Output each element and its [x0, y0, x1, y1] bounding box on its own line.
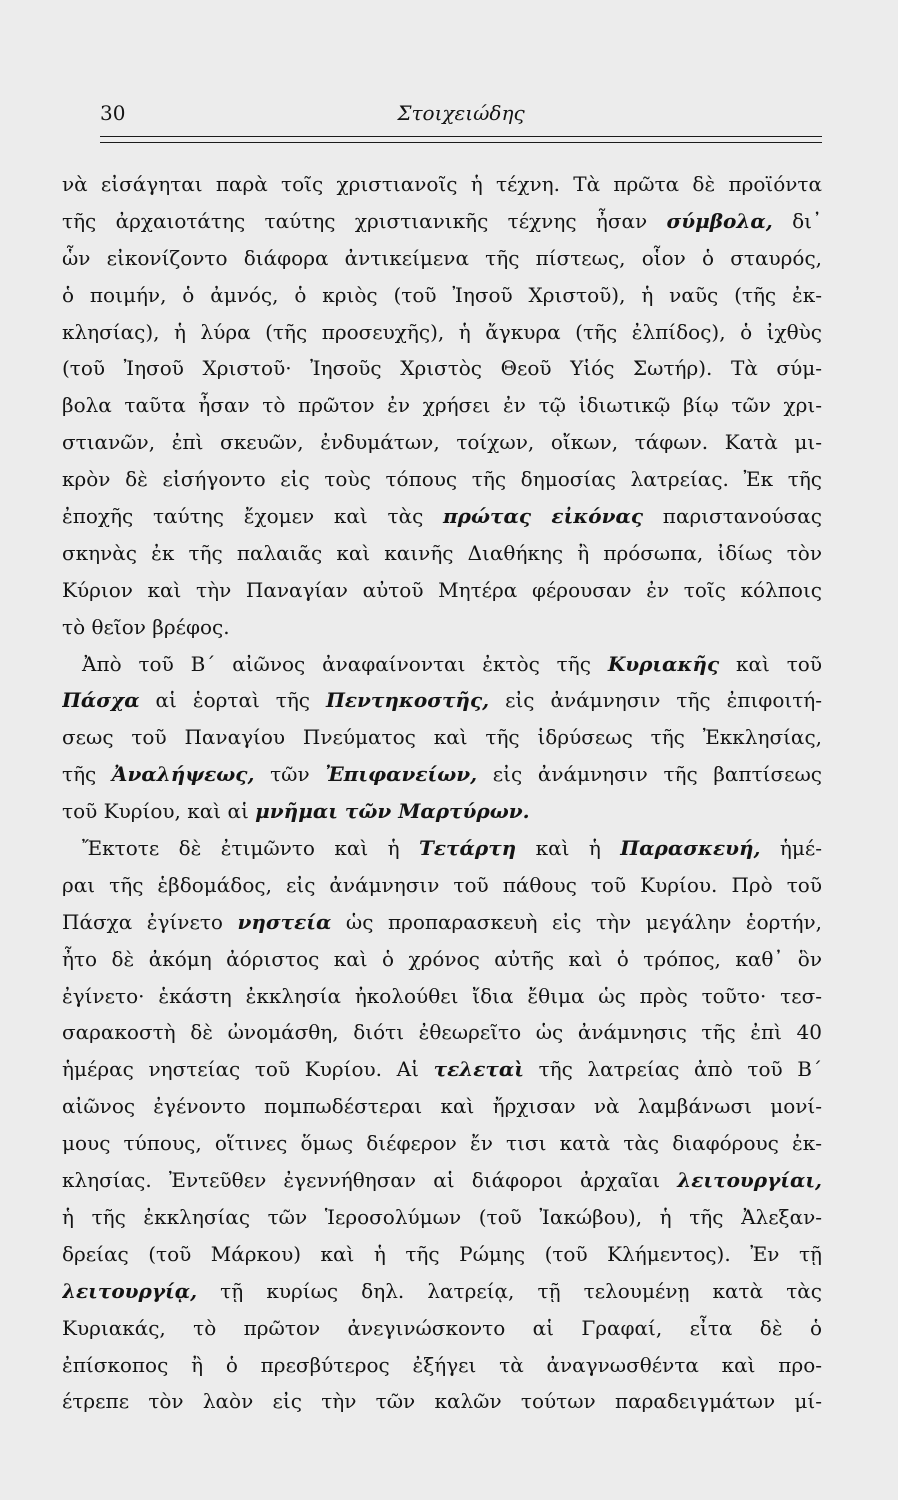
text-line [62, 646, 822, 683]
text-line [62, 203, 822, 240]
text-run: Ἀπὸ τοῦ Β´ αἰῶνος ἀναφαίνονται ἐκτὸς τῆς [82, 651, 608, 676]
emphasized-term: νηστεία [237, 909, 332, 934]
text-run: αἱ ἑορταὶ τῆς [139, 688, 326, 713]
text-line [62, 1310, 822, 1347]
text-line [62, 1162, 822, 1199]
emphasized-term: λειτουργίαι, [677, 1168, 822, 1193]
running-title: Στοιχειώδης [397, 101, 525, 125]
text-run: ἐγίνετο· ἑκάστη ἐκκλησία ἠκολούθει ἴδια ἔθιμα ὡς πρὸς τοῦτο· τεσ- [62, 983, 822, 1008]
text-line [62, 682, 822, 719]
text-line [62, 1273, 822, 1310]
emphasized-term: Πεντηκοστῆς, [325, 688, 490, 713]
text-run: ἐπίσκοπος ἢ ὁ πρεσβύτερος ἐξήγει τὰ ἀναγνωσθέντα καὶ προ- [62, 1352, 822, 1377]
text-line [62, 240, 822, 277]
text-run: ἦτο δὲ ἀκόμη ἀόριστος καὶ ὁ χρόνος αὐτῆς καὶ ὁ τρόπος, καθ᾿ ὃν [62, 946, 822, 971]
page-number: 30 [100, 101, 126, 125]
text-line [62, 387, 822, 424]
text-line [62, 793, 822, 830]
text-run: ὁ ποιμήν, ὁ ἀμνός, ὁ κριὸς (τοῦ Ἰησοῦ Χριστοῦ), ἡ ναῦς (τῆς ἐκ- [62, 282, 822, 307]
text-run: αἰῶνος ἐγένοντο πομπωδέστεραι καὶ ἤρχισαν νὰ λαμβάνωσι μονί- [62, 1094, 822, 1119]
text-line [62, 461, 822, 498]
text-line [62, 277, 822, 314]
text-run: έτρεπε τὸν λαὸν εἰς τὴν τῶν καλῶν τούτων παραδειγμάτων μί- [62, 1389, 822, 1414]
text-line [62, 572, 822, 609]
text-line [62, 609, 822, 646]
text-line [62, 867, 822, 904]
text-run: τοῦ Κυρίου, καὶ αἱ [62, 799, 256, 824]
text-run: Κύριον καὶ τὴν Παναγίαν αὐτοῦ Μητέρα φέρουσαν ἐν τοῖς κόλποις [62, 577, 822, 602]
text-line [62, 1125, 822, 1162]
text-run: τῆς λατρείας ἀπὸ τοῦ Β´ [523, 1057, 822, 1082]
text-line [62, 941, 822, 978]
text-line [62, 1199, 822, 1236]
text-run: ραι τῆς ἑβδομάδος, εἰς ἀνάμνησιν τοῦ πάθους τοῦ Κυρίου. Πρὸ τοῦ [62, 872, 822, 897]
text-run: εἰς ἀνάμνησιν τῆς βαπτίσεως [477, 762, 822, 787]
text-run: νὰ εἰσάγηται παρὰ τοῖς χριστιανοῖς ἡ τέχνη. Τὰ πρῶτα δὲ προϊόντα [62, 172, 822, 196]
text-line [62, 1347, 822, 1384]
text-run: τῆς ἀρχαιοτάτης ταύτης χριστιανικῆς τέχνης ἦσαν [62, 208, 667, 233]
emphasized-term: Ἐπιφανείων, [325, 762, 478, 787]
text-run: Κυριακάς, τὸ πρῶτον ἀνεγινώσκοντο αἱ Γραφαί, εἶτα δὲ ὁ [62, 1315, 822, 1340]
emphasized-term: σύμβολα, [666, 208, 773, 233]
text-run: κλησίας), ἡ λύρα (τῆς προσευχῆς), ἡ ἄγκυρα (τῆς ἐλπίδος), ὁ ἰχθὺς [62, 319, 822, 344]
text-run: τῆς [62, 762, 112, 787]
text-run: Πάσχα ἐγίνετο [62, 909, 238, 934]
emphasized-term: Πάσχα [62, 688, 140, 713]
text-line [62, 166, 822, 203]
text-line [62, 424, 822, 461]
text-line [62, 1383, 822, 1420]
text-run: Ἔκτοτε δὲ ἐτιμῶντο καὶ ἡ [82, 836, 420, 861]
text-run: μους τύπους, οἵτινες ὅμως διέφερον ἔν τισι κατὰ τὰς διαφόρους ἐκ- [62, 1131, 822, 1156]
text-run: τῶν [254, 762, 326, 787]
text-line [62, 756, 822, 793]
text-run: σκηνὰς ἐκ τῆς παλαιᾶς καὶ καινῆς Διαθήκης ἢ πρόσωπα, ἰδίως τὸν [62, 540, 822, 565]
text-line [62, 1088, 822, 1125]
text-run: δι᾿ [772, 208, 822, 233]
header-rule-bottom [100, 142, 822, 143]
text-run: βολα ταῦτα ἦσαν τὸ πρῶτον ἐν χρήσει ἐν τῷ ἰδιωτικῷ βίῳ τῶν χρι- [62, 393, 822, 418]
text-run: ἡ τῆς ἐκκλησίας τῶν Ἱεροσολύμων (τοῦ Ἰακώβου), ἡ τῆς Ἀλεξαν- [62, 1204, 822, 1229]
text-run: στιανῶν, ἐπὶ σκευῶν, ἐνδυμάτων, τοίχων, οἴκων, τάφων. Κατὰ μι- [62, 430, 822, 455]
text-run: τῇ κυρίως δηλ. λατρείᾳ, τῇ τελουμένῃ κατὰ τὰς [197, 1278, 822, 1303]
text-run: καὶ τοῦ [719, 651, 822, 676]
emphasized-term: Τετάρτη [419, 836, 517, 861]
emphasized-term: μνῆμαι τῶν Μαρτύρων. [255, 799, 530, 824]
text-run: κρὸν δὲ εἰσήγοντο εἰς τοὺς τόπους τῆς δημοσίας λατρείας. Ἐκ τῆς [62, 467, 822, 492]
text-run: σαρακοστὴ δὲ ὠνομάσθη, διότι ἐθεωρεῖτο ὡς ἀνάμνησις τῆς ἐπὶ 40 [62, 1020, 822, 1045]
header-rule-top [100, 136, 822, 137]
text-run: δρείας (τοῦ Μάρκου) καὶ ἡ τῆς Ρώμης (τοῦ Κλήμεντος). Ἐν τῇ [62, 1241, 822, 1266]
emphasized-term: Παρασκευή, [620, 836, 761, 861]
text-run: ὡς προπαρασκευὴ εἰς τὴν μεγάλην ἑορτήν, [331, 909, 822, 934]
emphasized-term: πρώτας εἰκόνας [443, 504, 644, 529]
text-line [62, 535, 822, 572]
text-run: εἰς ἀνάμνησιν τῆς ἐπιφοιτή- [489, 688, 822, 713]
body-text [62, 166, 822, 1420]
text-line [62, 350, 822, 387]
text-run: σεως τοῦ Παναγίου Πνεύματος καὶ τῆς ἱδρύσεως τῆς Ἐκκλησίας, [62, 725, 822, 750]
emphasized-term: Κυριακῆς [607, 651, 720, 676]
page-header [100, 98, 822, 128]
text-line [62, 978, 822, 1015]
emphasized-term: τελεταὶ [433, 1057, 524, 1082]
text-line [62, 1014, 822, 1051]
text-line [62, 1051, 822, 1088]
text-run: ἡμέ- [760, 836, 822, 861]
text-run: παριστανούσας [643, 504, 822, 529]
text-run: (τοῦ Ἰησοῦ Χριστοῦ· Ἰησοῦς Χριστὸς Θεοῦ Υἱός Σωτήρ). Τὰ σύμ- [62, 356, 822, 381]
text-line [62, 830, 822, 867]
text-line [62, 314, 822, 351]
text-run: καὶ ἡ [516, 836, 621, 861]
text-line [62, 719, 822, 756]
text-run: ἡμέρας νηστείας τοῦ Κυρίου. Αἱ [62, 1057, 434, 1082]
text-line [62, 1236, 822, 1273]
text-run: τὸ θεῖον βρέφος. [62, 614, 230, 639]
text-run: ἐποχῆς ταύτης ἔχομεν καὶ τὰς [62, 504, 444, 529]
emphasized-term: λειτουργίᾳ, [62, 1278, 198, 1303]
text-line [62, 498, 822, 535]
emphasized-term: Ἀναλήψεως, [111, 762, 255, 787]
text-run: ὧν εἰκονίζοντο διάφορα ἀντικείμενα τῆς πίστεως, οἷον ὁ σταυρός, [62, 245, 822, 270]
text-line [62, 904, 822, 941]
text-run: κλησίας. Ἐντεῦθεν ἐγεννήθησαν αἱ διάφοροι ἀρχαῖαι [62, 1168, 678, 1193]
